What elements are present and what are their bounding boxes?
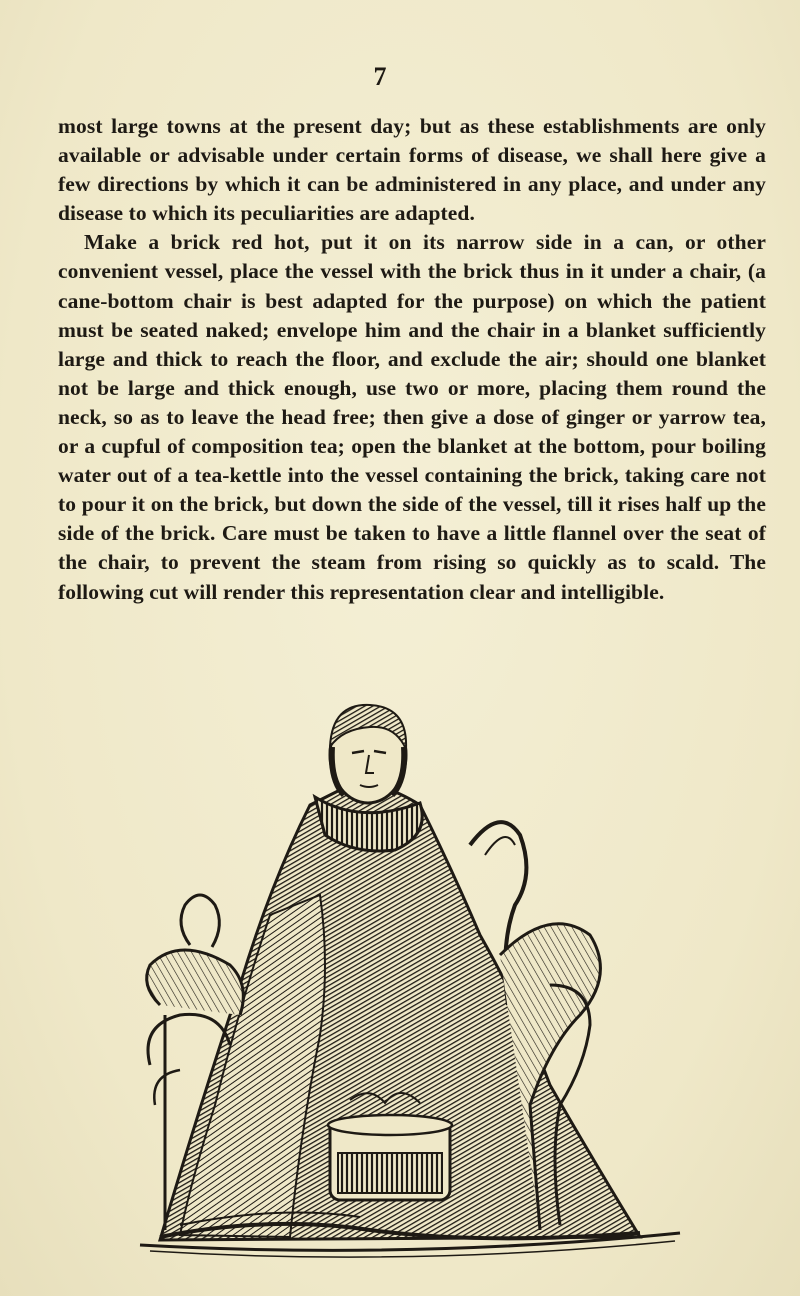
body-text [58,112,766,607]
paragraph-1: most large towns at the present day; but as these establishments are only available or advisable under certain forms of disease, we shall here give a few directions by which it can be administered in any place, and under any disease to which its peculiarities are adapted. [58,114,766,226]
vapor-bath-engraving-icon [120,685,700,1285]
paragraph-2: Make a brick red hot, put it on its narrow side in a can, or other convenient vessel, place the vessel with the brick thus in it under a chair, (a cane-bottom chair is best adapted for the purpose) on which the patient must be seated naked; envelope him and the chair in a blanket sufficiently large and thick to reach the floor, and exclude the air; should one blanket not be large and thick enough, use two or more, placing them round the neck, so as to leave the head free; then give a dose of ginger or yarrow tea, or a cupful of composition tea; open the blanket at the bottom, pour boiling water out of a tea-kettle into the vessel containing the brick, taking care not to pour it on the brick, but down the side of the vessel, till it rises half up the side of the brick. Care must be taken to have a little flannel over the seat of the chair, to prevent the steam from rising so quickly as to scald. The following cut will render this representation clear and intelligible. [58,230,766,604]
page-number: 7 [373,62,387,91]
